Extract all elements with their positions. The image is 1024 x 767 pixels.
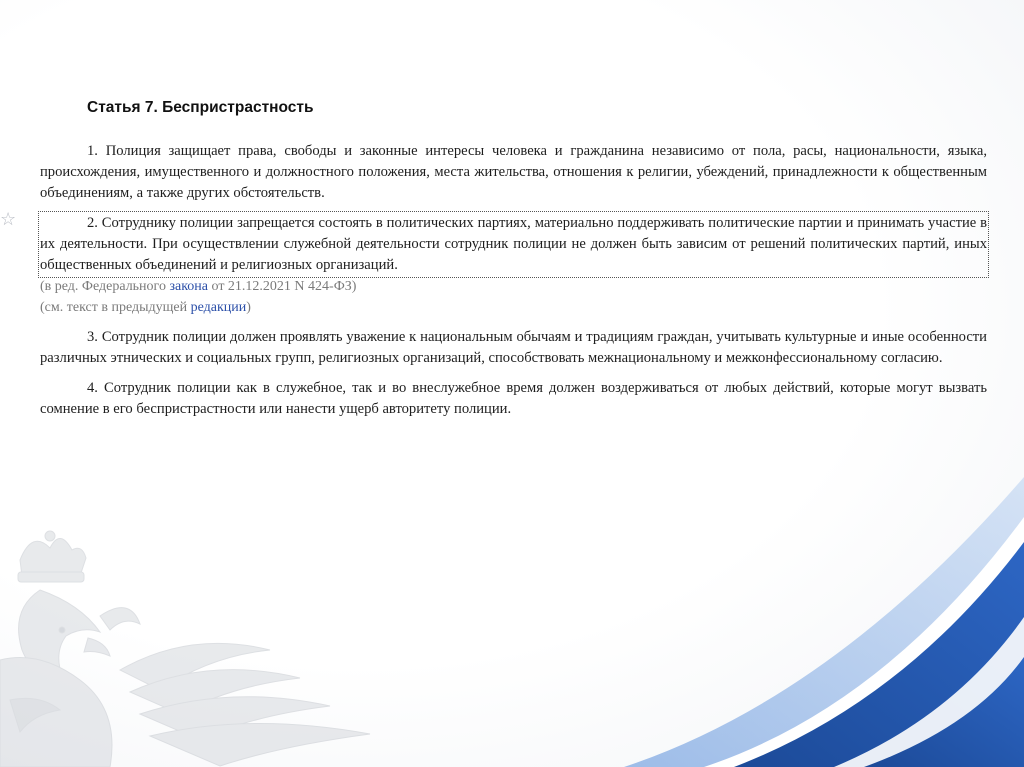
paragraph-4: 4. Сотрудник полиции как в служебное, так и во внеслужебное время должен воздерживаться от любых действий, которые могут вызвать сомнение в его беспристрастности или нанести ущерб авторитету полиции. — [40, 380, 987, 417]
document-body — [40, 98, 987, 420]
star-icon: ☆ — [0, 209, 17, 230]
edit-note-previous-prefix: (см. текст в предыдущей — [40, 300, 191, 315]
edit-note-law — [40, 276, 987, 297]
edit-note-previous-suffix: ) — [246, 300, 251, 315]
article-title: Статья 7. Беспристрастность — [87, 99, 314, 116]
paragraph-2: 2. Сотруднику полиции запрещается состоять в политических партиях, материально поддерживать политические партии и принимать участие в их деятельности. При осуществлении служебной деятельности сотрудник полиции не должен быть зависим от решений политических партий, иных общественных объединений и религиозных организаций. — [40, 213, 987, 276]
edit-note-law-prefix: (в ред. Федерального — [40, 279, 170, 294]
paragraph-3: 3. Сотрудник полиции должен проявлять уважение к национальным обычаям и традициям граждан, учитывать культурные и иные особенности различных этнических и социальных групп, религиозных организаций, способствовать межнациональному и межконфессиональному согласию. — [40, 329, 987, 366]
law-link[interactable]: закона — [169, 279, 208, 294]
blue-swoosh-icon — [504, 447, 1024, 767]
paragraph-1: 1. Полиция защищает права, свободы и законные интересы человека и гражданина независимо от пола, расы, национальности, языка, происхождения, имущественного и должностного положения, места жительства, отношения к религии, убеждений, принадлежности к общественным объединениям, а также других обстоятельств. — [40, 143, 987, 201]
double-headed-eagle-emblem-icon — [0, 520, 380, 767]
edit-note-law-suffix: от 21.12.2021 N 424-ФЗ) — [208, 279, 357, 294]
previous-edition-link[interactable]: редакции — [190, 300, 247, 315]
edit-note-previous — [40, 297, 987, 318]
